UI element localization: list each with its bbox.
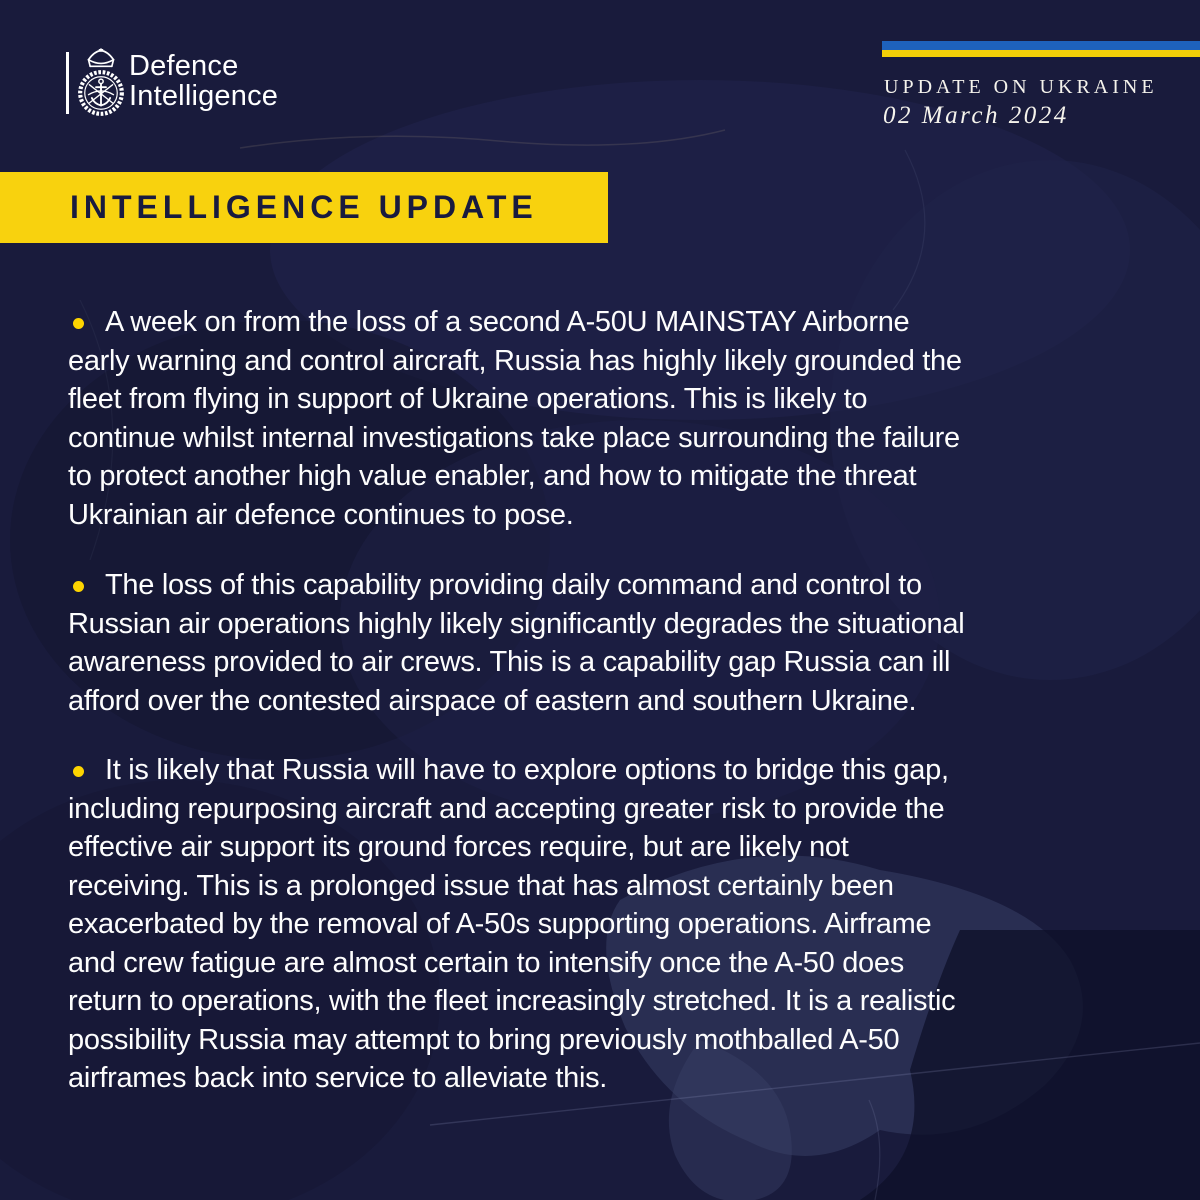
body-line: receiving. This is a prolonged issue that has almost certainly been [68, 869, 894, 902]
body-line: return to operations, with the fleet increasingly stretched. It is a realistic [68, 985, 956, 1017]
update-on-ukraine-label: UPDATE ON UKRAINE [884, 76, 1158, 98]
body-line: possibility Russia may attempt to bring previously mothballed A-50 [68, 1023, 900, 1056]
org-name-line1: Defence [129, 50, 239, 82]
org-name [129, 51, 278, 111]
body-line: and crew fatigue are almost certain to intensify once the A-50 does [68, 946, 904, 979]
bullet-paragraph-1 [68, 303, 962, 534]
org-name-line2: Intelligence [129, 80, 279, 112]
body-line: Ukrainian air defence continues to pose. [68, 498, 574, 531]
bullet-paragraph-3 [68, 751, 955, 1098]
body-line: It is likely that Russia will have to explore options to bridge this gap, [105, 754, 949, 786]
bullet-dot [73, 766, 84, 777]
banner-title: INTELLIGENCE UPDATE [70, 189, 538, 225]
bullet-paragraph-2 [68, 566, 964, 720]
bullet-dot [73, 581, 84, 592]
ukraine-flag-stripe [882, 41, 1200, 57]
ukraine-flag-yellow-stripe [882, 50, 1200, 57]
body-line: The loss of this capability providing daily command and control to [105, 569, 922, 601]
ukraine-flag-blue-stripe [882, 41, 1200, 50]
bullet-dot [73, 318, 84, 329]
body-line: continue whilst internal investigations take place surrounding the failure [68, 421, 960, 454]
mod-crest-icon [76, 48, 126, 118]
body-line: fleet from flying in support of Ukraine operations. This is likely to [68, 383, 868, 415]
intelligence-update-banner [0, 172, 608, 243]
body-line: exacerbated by the removal of A-50s supporting operations. Airframe [68, 908, 932, 940]
body-line: to protect another high value enabler, and how to mitigate the threat [68, 460, 917, 492]
body-line: effective air support its ground forces require, but are likely not [68, 831, 849, 863]
body-line: early warning and control aircraft, Russia has highly likely grounded the [68, 344, 962, 377]
logo-divider-bar [66, 52, 69, 114]
body-line: Russian air operations highly likely significantly degrades the situational [68, 607, 965, 640]
body-line: airframes back into service to alleviate this. [68, 1062, 608, 1094]
body-line: awareness provided to air crews. This is a capability gap Russia can ill [68, 646, 951, 678]
body-line: A week on from the loss of a second A-50U MAINSTAY Airborne [105, 306, 910, 338]
update-date: 02 March 2024 [883, 102, 1069, 129]
body-line: including repurposing aircraft and accepting greater risk to provide the [68, 792, 945, 825]
body-line: afford over the contested airspace of eastern and southern Ukraine. [68, 684, 917, 717]
